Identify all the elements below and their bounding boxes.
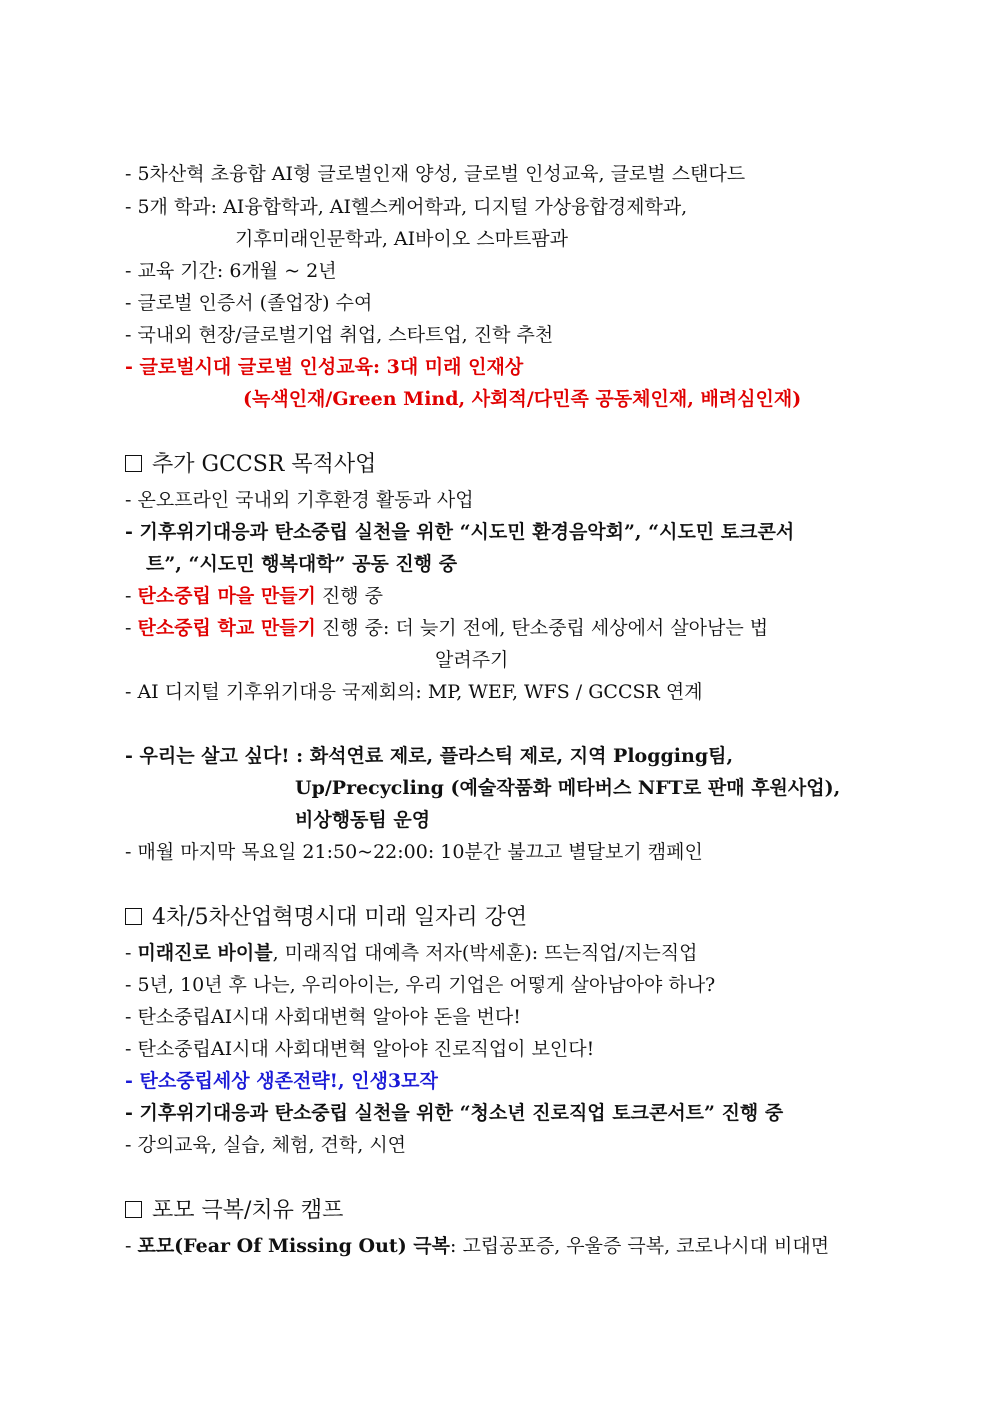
s2-line-1: - 온오프라인 국내외 기후환경 활동과 사업 (125, 489, 474, 511)
s4-heading-text: 포모 극복/치유 캠프 (152, 1198, 344, 1223)
s2-line-6: 알려주기 (435, 649, 509, 671)
s1-line-2: - 5개 학과: AI융합학과, AI헬스케어학과, 디지털 가상융합경제학과, (125, 196, 688, 218)
s2-line-11: - 매월 마지막 목요일 21:50~22:00: 10분간 불끄고 별달보기 캠페인 (125, 841, 703, 863)
s2-line-5-red: 탄소중립 학교 만들기 (137, 617, 316, 639)
s3-line-1 (125, 937, 697, 969)
s2-line-5-rest: 진행 중: 더 늦기 전에, 탄소중립 세상에서 살아남는 법 (315, 617, 769, 639)
s4-line-1-dash: - (125, 1235, 138, 1257)
s3-line-1-dash: - (125, 942, 138, 964)
s2-line-10: 비상행동팀 운영 (295, 809, 431, 831)
s2-line-3: 트”, “시도민 행복대학” 공동 진행 중 (146, 553, 458, 575)
s3-line-1-rest: , 미래직업 대예측 저자(박세훈): 뜨는직업/지는직업 (272, 942, 698, 964)
s2-line-4-dash: - (125, 585, 138, 607)
s2-line-7: - AI 디지털 기후위기대응 국제회의: MP, WEF, WFS / GCCSR 연계 (125, 681, 703, 703)
s2-line-8: - 우리는 살고 싶다! : 화석연료 제로, 플라스틱 제로, 지역 Plogging팀, (125, 745, 734, 767)
s1-line-3: 기후미래인문학과, AI바이오 스마트팜과 (235, 228, 569, 250)
s2-line-2: - 기후위기대응과 탄소중립 실천을 위한 “시도민 환경음악회”, “시도민 토크콘서 (125, 521, 795, 543)
s2-line-9: Up/Precycling (예술작품화 메타버스 NFT로 판매 후원사업), (295, 777, 841, 799)
s1-line-8: (녹색인재/Green Mind, 사회적/다민족 공동체인재, 배려심인재) (243, 388, 802, 410)
s2-line-4-red: 탄소중립 마을 만들기 (137, 585, 316, 607)
s2-line-4 (125, 580, 383, 612)
s2-heading-text: 추가 GCCSR 목적사업 (152, 452, 377, 477)
s4-heading (125, 1194, 343, 1228)
checkbox-square-icon (125, 1201, 142, 1218)
s3-line-1-bold: 미래진로 바이블 (137, 942, 273, 964)
s1-line-4: - 교육 기간: 6개월 ~ 2년 (125, 260, 337, 282)
s2-line-5 (125, 612, 768, 644)
s2-line-4-rest: 진행 중 (315, 585, 384, 607)
s4-line-1 (125, 1230, 829, 1262)
s4-line-1-bold: 포모(Fear Of Missing Out) 극복 (137, 1235, 451, 1257)
s4-line-1-rest: : 고립공포증, 우울증 극복, 코로나시대 비대면 (450, 1235, 830, 1257)
s3-line-6: - 기후위기대응과 탄소중립 실천을 위한 “청소년 진로직업 토크콘서트” 진행 중 (125, 1102, 784, 1124)
checkbox-square-icon (125, 908, 142, 925)
s3-heading-text: 4차/5차산업혁명시대 미래 일자리 강연 (152, 905, 528, 930)
s3-line-3: - 탄소중립AI시대 사회대변혁 알아야 돈을 번다! (125, 1006, 521, 1028)
s2-line-5-dash: - (125, 617, 138, 639)
s1-line-5: - 글로벌 인증서 (졸업장) 수여 (125, 292, 373, 314)
s3-heading (125, 901, 527, 935)
s2-heading (125, 448, 376, 482)
s3-line-2: - 5년, 10년 후 나는, 우리아이는, 우리 기업은 어떻게 살아남아야 하나? (125, 974, 716, 996)
checkbox-square-icon (125, 455, 142, 472)
s3-line-4: - 탄소중립AI시대 사회대변혁 알아야 진로직업이 보인다! (125, 1038, 595, 1060)
s1-line-7: - 글로벌시대 글로벌 인성교육: 3대 미래 인재상 (125, 356, 524, 378)
s3-line-5: - 탄소중립세상 생존전략!, 인생3모작 (125, 1070, 438, 1092)
s3-line-7: - 강의교육, 실습, 체험, 견학, 시연 (125, 1134, 407, 1156)
s1-line-6: - 국내외 현장/글로벌기업 취업, 스타트업, 진학 추천 (125, 324, 554, 346)
s1-line-1: - 5차산혁 초융합 AI형 글로벌인재 양성, 글로벌 인성교육, 글로벌 스탠다드 (125, 163, 746, 185)
